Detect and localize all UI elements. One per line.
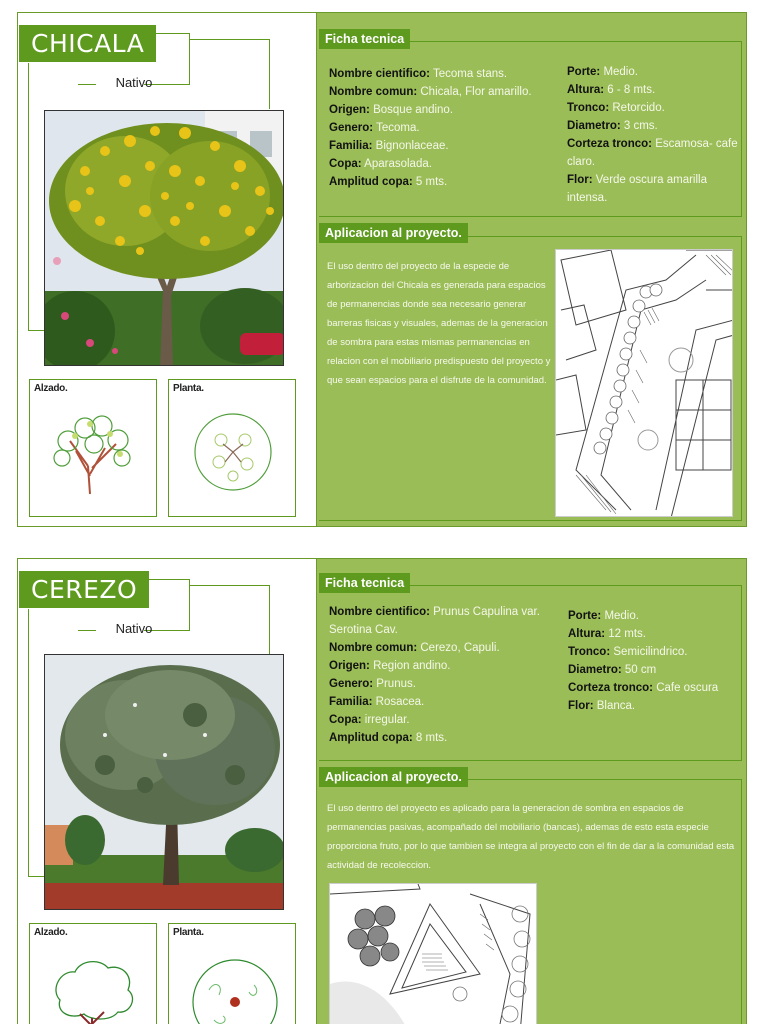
ficha-left-list	[329, 603, 544, 747]
ficha-row: Porte: Medio.	[568, 610, 639, 622]
site-plan-drawing	[555, 249, 733, 517]
ficha-row: Amplitud copa: 8 mts.	[329, 732, 448, 744]
species-title: CHICALA	[19, 25, 156, 62]
origin-tag: Nativo	[78, 75, 190, 90]
tree-plan-drawing	[169, 940, 295, 1024]
aplicacion-text: El uso dentro del proyecto de la especie de arborizacion del Chicala es generada para espacios de permanencias donde sea necesario generar barreras fisicas y visuales, ademas de la generacion de sombra para estas mismas permanencias en relacion con el mobiliario predispuesto del proyecto y que sean espacios para el disfrute de la comunidad.	[327, 261, 551, 386]
alzado-label: Alzado.	[34, 927, 68, 938]
ficha-row: Porte: Medio.	[567, 66, 638, 78]
aplicacion-heading: Aplicacion al proyecto.	[319, 223, 468, 243]
ficha-row: Diametro: 50 cm	[568, 664, 657, 676]
aplicacion-heading: Aplicacion al proyecto.	[319, 767, 468, 787]
tree-plan-drawing	[169, 396, 295, 516]
ficha-row: Nombre cientifico: Tecoma stans.	[329, 68, 508, 80]
tree-elevation-drawing	[30, 396, 156, 516]
tree-photo	[44, 654, 284, 910]
alzado-box	[29, 379, 157, 517]
tree-elevation-drawing	[30, 940, 156, 1024]
card-right-panel	[316, 559, 746, 1024]
card-right-panel	[316, 13, 746, 526]
ficha-heading: Ficha tecnica	[319, 29, 410, 49]
ficha-row: Genero: Tecoma.	[329, 122, 420, 134]
ficha-heading: Ficha tecnica	[319, 573, 410, 593]
ficha-right-list	[567, 63, 742, 207]
ficha-row: Familia: Bignonlaceae.	[329, 140, 449, 152]
tree-photo	[44, 110, 284, 366]
ficha-row: Familia: Rosacea.	[329, 696, 425, 708]
ficha-row: Origen: Region andino.	[329, 660, 451, 672]
card-left-panel	[18, 13, 316, 526]
ficha-row: Nombre cientifico: Prunus Capulina var. Serotina Cav.	[329, 606, 540, 636]
ficha-row: Origen: Bosque andino.	[329, 104, 454, 116]
ficha-row: Copa: Aparasolada.	[329, 158, 432, 170]
alzado-box	[29, 923, 157, 1024]
ficha-right-list	[568, 607, 746, 715]
title-frame-decoration	[190, 39, 270, 109]
species-title: CEREZO	[19, 571, 149, 608]
frame-line-decoration	[28, 63, 44, 331]
alzado-label: Alzado.	[34, 383, 68, 394]
origin-tag: Nativo	[78, 621, 190, 636]
ficha-row: Genero: Prunus.	[329, 678, 416, 690]
frame-line-decoration	[28, 609, 44, 877]
ficha-row: Altura: 12 mts.	[568, 628, 646, 640]
planta-label: Planta.	[173, 927, 204, 938]
ficha-row: Altura: 6 - 8 mts.	[567, 84, 656, 96]
ficha-row: Flor: Blanca.	[568, 700, 636, 712]
ficha-row: Tronco: Retorcido.	[567, 102, 665, 114]
title-frame-decoration	[190, 585, 270, 655]
planta-label: Planta.	[173, 383, 204, 394]
ficha-row: Corteza tronco: Escamosa- cafe claro.	[567, 138, 738, 168]
planta-box	[168, 379, 296, 517]
ficha-row: Tronco: Semicilindrico.	[568, 646, 688, 658]
ficha-row: Nombre comun: Chicala, Flor amarillo.	[329, 86, 532, 98]
species-card-cerezo	[17, 558, 747, 1024]
site-plan-drawing	[329, 883, 537, 1024]
planta-box	[168, 923, 296, 1024]
aplicacion-text: El uso dentro del proyecto es aplicado para la generacion de sombra en espacios de permanencias pasivas, acompañado del mobiliario (bancas), ademas de esto esta especie proporciona fruto, por lo que tambien se integra al proyecto con el fin de dar a la comunidad esta actividad de recoleccion.	[327, 803, 735, 871]
species-card-chicala	[17, 12, 747, 527]
ficha-row: Copa: irregular.	[329, 714, 410, 726]
ficha-row: Amplitud copa: 5 mts.	[329, 176, 448, 188]
ficha-row: Corteza tronco: Cafe oscura	[568, 682, 719, 694]
ficha-row: Diametro: 3 cms.	[567, 120, 658, 132]
ficha-left-list	[329, 65, 559, 191]
ficha-row: Nombre comun: Cerezo, Capuli.	[329, 642, 500, 654]
card-left-panel	[18, 559, 316, 1024]
ficha-row: Flor: Verde oscura amarilla intensa.	[567, 174, 707, 204]
